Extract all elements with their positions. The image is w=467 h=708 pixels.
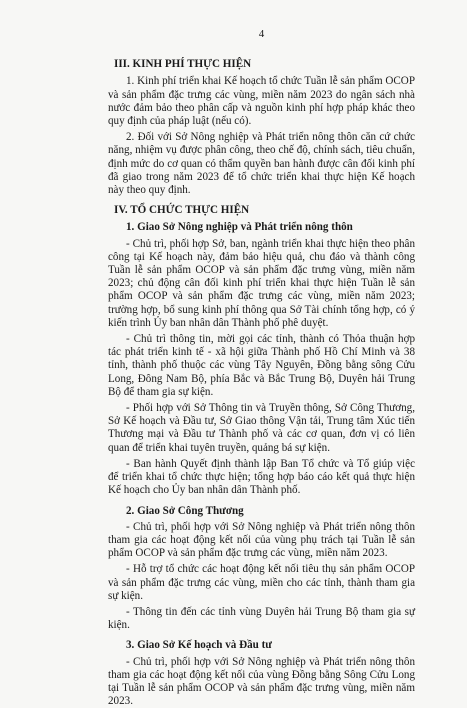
section-3-heading: III. KINH PHÍ THỰC HIỆN bbox=[114, 58, 252, 71]
subsection-1-heading: 1. Giao Sở Nông nghiệp và Phát triển nông thôn bbox=[126, 221, 353, 234]
section-3-paragraph-1: 1. Kinh phí triển khai Kế hoạch tổ chức Tuần lễ sản phẩm OCOP và sản phẩm đặc trưng các vùng, miền năm 2023 do ngân sách nhà nước đảm bảo theo phân cấp và nguồn kinh phí hợp pháp khác theo quy định của pháp luật (nếu có). bbox=[108, 75, 415, 128]
subsection-2-paragraph-2: - Hỗ trợ tổ chức các hoạt động kết nối tiêu thụ sản phẩm OCOP và sản phẩm đặc trưng các vùng, miền cho các tỉnh, thành tham gia sự kiện. bbox=[108, 563, 415, 602]
subsection-1-paragraph-4: - Ban hành Quyết định thành lập Ban Tổ chức và Tổ giúp việc để triển khai tổ chức thực hiện; tổng hợp báo cáo kết quả thực hiện Kế hoạch cho Ủy ban nhân dân Thành phố. bbox=[108, 457, 415, 497]
section-3-paragraph-2: 2. Đối với Sở Nông nghiệp và Phát triển nông thôn căn cứ chức năng, nhiệm vụ được phân công, theo chế độ, chính sách, tiêu chuẩn, định mức do cơ quan có thẩm quyền ban hành được cân đối kinh phí đã giao trong năm 2023 để tổ chức triển khai thực hiện Kế hoạch này theo quy định. bbox=[108, 131, 415, 197]
subsection-2-heading: 2. Giao Sở Công Thương bbox=[126, 504, 244, 517]
section-4-heading: IV. TỔ CHỨC THỰC HIỆN bbox=[114, 204, 250, 217]
subsection-1-paragraph-3: - Phối hợp với Sở Thông tin và Truyền thông, Sở Công Thương, Sở Kế hoạch và Đầu tư, Sở Giao thông Vận tải, Trung tâm Xúc tiến Thương mại và Đầu tư Thành phố và các cơ quan, đơn vị có liên quan để triển khai tuyên truyền, quảng bá sự kiện. bbox=[108, 402, 415, 454]
subsection-2-paragraph-3: - Thông tin đến các tỉnh vùng Duyên hải Trung Bộ tham gia sự kiện. bbox=[108, 605, 415, 632]
page-number: 4 bbox=[258, 28, 265, 40]
subsection-3-heading: 3. Giao Sở Kế hoạch và Đầu tư bbox=[126, 639, 272, 652]
subsection-1-paragraph-1: - Chủ trì, phối hợp Sở, ban, ngành triển khai thực hiện theo phân công tại Kế hoạch này, đảm bảo hiệu quả, chu đáo và thành công Tuần lễ sản phẩm OCOP và sản phẩm đặc trưng vùng, miền năm 2023; chủ động cân đối kinh phí triển khai thực hiện Tuần lễ sản phẩm OCOP và sản phẩm đặc trưng các vùng, miền năm 2023; trường hợp, bổ sung kinh phí thông qua Sở Tài chính tổng hợp, có ý kiến trình Ủy ban nhân dân Thành phố phê duyệt. bbox=[108, 237, 415, 329]
subsection-3-paragraph-1: - Chủ trì, phối hợp với Sở Nông nghiệp và Phát triển nông thôn tham gia các hoạt động kết nối của vùng Đồng bằng Sông Cửu Long tại Tuần lễ sản phẩm OCOP và sản phẩm đặc trưng vùng, miền năm 2023. bbox=[108, 655, 415, 708]
subsection-2-paragraph-1: - Chủ trì, phối hợp với Sở Nông nghiệp và Phát triển nông thôn tham gia các hoạt động kết nối của vùng phụ trách tại Tuần lễ sản phẩm OCOP và sản phẩm đặc trưng các vùng, miền năm 2023. bbox=[108, 520, 415, 560]
subsection-1-paragraph-2: - Chủ trì thông tin, mời gọi các tỉnh, thành có Thỏa thuận hợp tác phát triển kinh tế - xã hội giữa Thành phố Hồ Chí Minh và 38 tỉnh, thành phố thuộc các vùng Tây Nguyên, Đồng bằng sông Cửu Long, Đông Nam Bộ, phía Bắc và Bắc Trung Bộ, Duyên hải Trung Bộ để tham gia sự kiện. bbox=[108, 333, 415, 398]
